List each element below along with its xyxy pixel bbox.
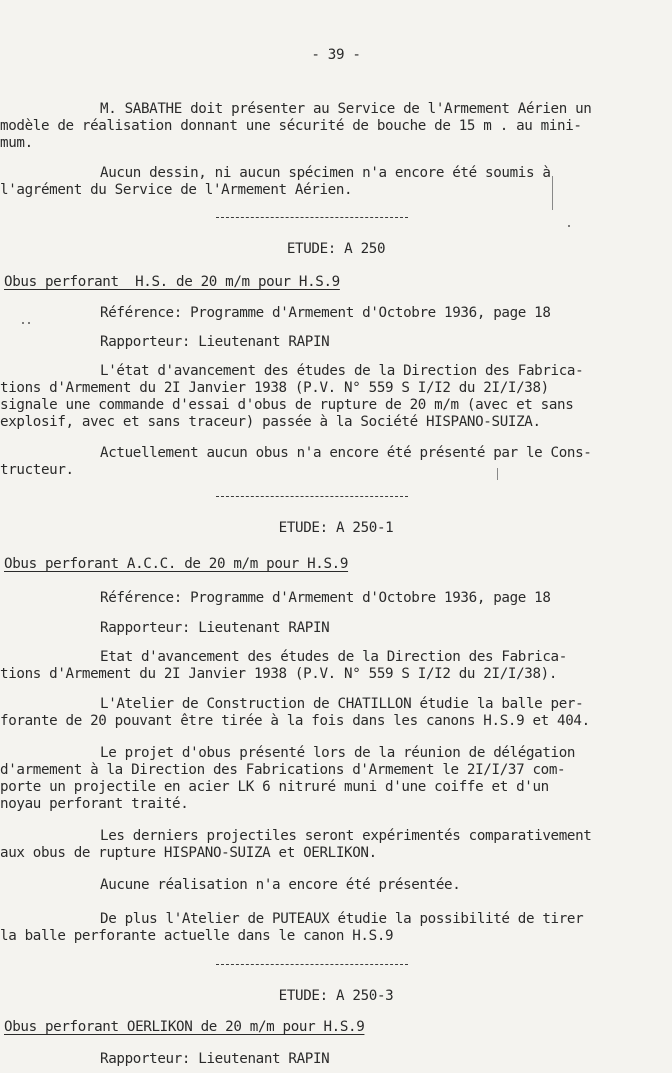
text-line: Aucun dessin, ni aucun spécimen n'a encore été soumis à — [100, 165, 551, 181]
text-line: tructeur. — [0, 462, 74, 478]
reference-line: Référence: Programme d'Armement d'Octobre 1936, page 18 — [100, 305, 551, 321]
separator-rule — [216, 217, 408, 218]
text-line: L'état d'avancement des études de la Direction des Fabrica- — [100, 363, 584, 379]
scan-speck — [22, 322, 24, 324]
page-number: - 39 - — [311, 47, 361, 63]
study-title: Obus perforant H.S. de 20 m/m pour H.S.9 — [4, 274, 340, 290]
study-heading: ETUDE: A 250-1 — [278, 520, 394, 536]
text-line: M. SABATHE doit présenter au Service de l'Armement Aérien un — [100, 101, 592, 117]
text-line: modèle de réalisation donnant une sécurité de bouche de 15 m . au mini- — [0, 118, 582, 134]
text-line: forante de 20 pouvant être tirée à la fois dans les canons H.S.9 et 404. — [0, 713, 590, 729]
text-line: mum. — [0, 135, 33, 151]
text-line: tions d'Armement du 2I Janvier 1938 (P.V. N° 559 S I/I2 du 2I/I/38) — [0, 380, 549, 396]
text-line: tions d'Armement du 2I Janvier 1938 (P.V. N° 559 S I/I2 du 2I/I/38). — [0, 666, 558, 682]
text-line: De plus l'Atelier de PUTEAUX étudie la possibilité de tirer — [100, 911, 584, 927]
text-line: la balle perforante actuelle dans le canon H.S.9 — [0, 928, 394, 944]
study-title: Obus perforant A.C.C. de 20 m/m pour H.S.9 — [4, 556, 349, 572]
text-line: porte un projectile en acier LK 6 nitruré muni d'une coiffe et d'un — [0, 779, 549, 795]
separator-rule — [216, 964, 408, 965]
text-line: signale une commande d'essai d'obus de rupture de 20 m/m (avec et sans — [0, 397, 574, 413]
scan-mark — [552, 176, 553, 210]
rapporteur-line: Rapporteur: Lieutenant RAPIN — [100, 620, 330, 636]
text-line: L'Atelier de Construction de CHATILLON étudie la balle per- — [100, 696, 584, 712]
text-line: noyau perforant traité. — [0, 796, 189, 812]
reference-line: Référence: Programme d'Armement d'Octobre 1936, page 18 — [100, 590, 551, 606]
study-heading: ETUDE: A 250 — [286, 241, 386, 257]
study-title: Obus perforant OERLIKON de 20 m/m pour H.S.9 — [4, 1019, 365, 1035]
text-line: l'agrément du Service de l'Armement Aérien. — [0, 182, 353, 198]
text-line: Aucune réalisation n'a encore été présentée. — [100, 877, 461, 893]
text-line: Les derniers projectiles seront expérimentés comparativement — [100, 828, 592, 844]
scan-mark — [497, 468, 498, 480]
scan-speck — [568, 225, 570, 227]
text-line: Actuellement aucun obus n'a encore été présenté par le Cons- — [100, 445, 592, 461]
text-line: explosif, avec et sans traceur) passée à la Société HISPANO-SUIZA. — [0, 414, 541, 430]
rapporteur-line: Rapporteur: Lieutenant RAPIN — [100, 1051, 330, 1067]
scan-speck — [28, 322, 30, 324]
text-line: Etat d'avancement des études de la Direction des Fabrica- — [100, 649, 567, 665]
text-line: d'armement à la Direction des Fabrications d'Armement le 2I/I/37 com- — [0, 762, 566, 778]
text-line: aux obus de rupture HISPANO-SUIZA et OERLIKON. — [0, 845, 377, 861]
rapporteur-line: Rapporteur: Lieutenant RAPIN — [100, 334, 330, 350]
separator-rule — [216, 496, 408, 497]
study-heading: ETUDE: A 250-3 — [278, 988, 394, 1004]
text-line: Le projet d'obus présenté lors de la réunion de délégation — [100, 745, 576, 761]
